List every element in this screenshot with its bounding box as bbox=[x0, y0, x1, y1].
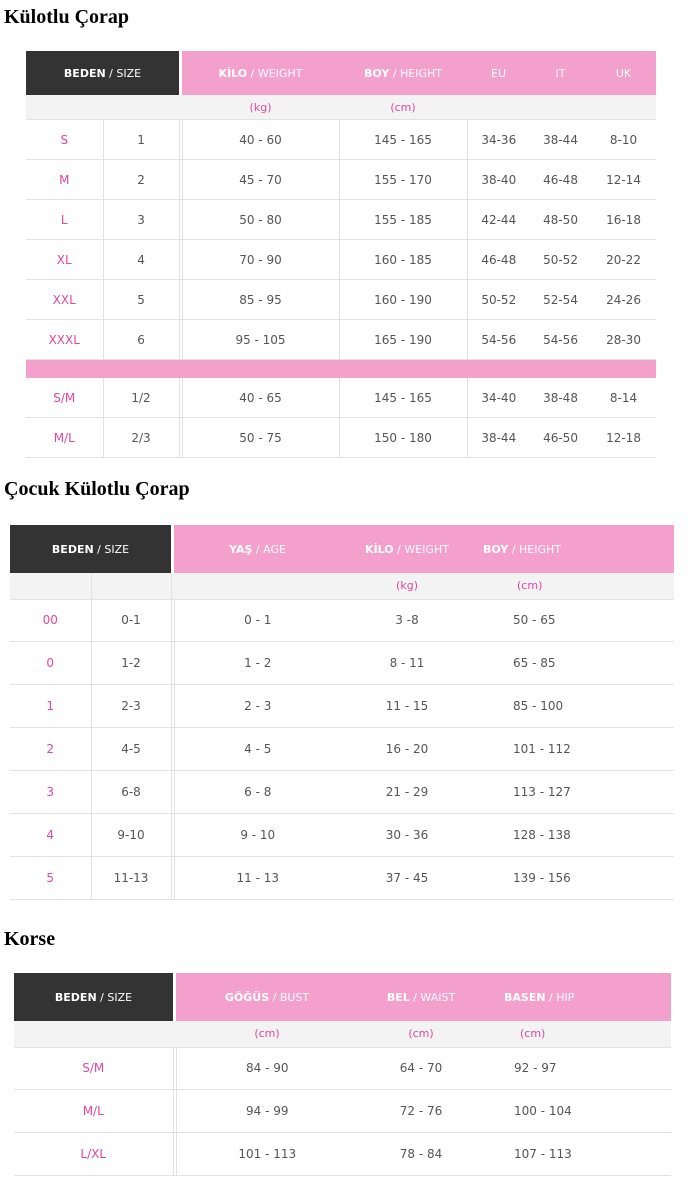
size-label: 0 bbox=[10, 641, 91, 684]
height-value: 160 - 190 bbox=[339, 280, 467, 320]
header-row bbox=[26, 51, 656, 95]
units-row bbox=[14, 1021, 671, 1047]
age-code: 0-1 bbox=[91, 599, 171, 641]
size-label: 3 bbox=[10, 770, 91, 813]
height-value: 155 - 170 bbox=[339, 160, 467, 200]
header-bust: GÖĞÜS / BUST bbox=[176, 973, 358, 1021]
size-label: S bbox=[26, 120, 103, 160]
unit-bust: (cm) bbox=[176, 1021, 358, 1047]
unit-hip: (cm) bbox=[484, 1021, 671, 1047]
header-weight: KİLO / WEIGHT bbox=[182, 51, 339, 95]
weight-value: 95 - 105 bbox=[182, 320, 339, 360]
weight-value: 30 - 36 bbox=[341, 813, 473, 856]
weight-value: 21 - 29 bbox=[341, 770, 473, 813]
weight-value: 11 - 15 bbox=[341, 684, 473, 727]
uk-value: 16-18 bbox=[591, 200, 656, 240]
age-value: 6 - 8 bbox=[174, 770, 341, 813]
table-row bbox=[10, 727, 674, 770]
age-code: 4-5 bbox=[91, 727, 171, 770]
table-row bbox=[26, 378, 656, 418]
weight-value: 40 - 60 bbox=[182, 120, 339, 160]
table-row bbox=[10, 813, 674, 856]
size-number: 1 bbox=[103, 120, 179, 160]
age-code: 9-10 bbox=[91, 813, 171, 856]
height-value: 155 - 185 bbox=[339, 200, 467, 240]
table-row bbox=[14, 1132, 671, 1175]
age-value: 0 - 1 bbox=[174, 599, 341, 641]
size-label: M bbox=[26, 160, 103, 200]
eu-value: 46-48 bbox=[467, 240, 530, 280]
table-row bbox=[10, 684, 674, 727]
table-row bbox=[10, 599, 674, 641]
header-weight: KİLO / WEIGHT bbox=[341, 525, 473, 573]
size-label: L bbox=[26, 200, 103, 240]
size-number: 4 bbox=[103, 240, 179, 280]
age-value: 11 - 13 bbox=[174, 856, 341, 899]
eu-value: 34-40 bbox=[467, 378, 530, 418]
table-row bbox=[10, 641, 674, 684]
size-number: 1/2 bbox=[103, 378, 179, 418]
size-label: S/M bbox=[14, 1047, 173, 1089]
size-label: S/M bbox=[26, 378, 103, 418]
uk-value: 28-30 bbox=[591, 320, 656, 360]
weight-value: 50 - 75 bbox=[182, 418, 339, 458]
header-height: BOY / HEIGHT bbox=[339, 51, 467, 95]
table-row bbox=[10, 770, 674, 813]
uk-value: 20-22 bbox=[591, 240, 656, 280]
unit-weight: (kg) bbox=[341, 573, 473, 599]
it-value: 38-44 bbox=[530, 120, 591, 160]
table-row bbox=[26, 160, 656, 200]
header-row bbox=[10, 525, 674, 573]
height-value: 150 - 180 bbox=[339, 418, 467, 458]
table-row bbox=[26, 320, 656, 360]
age-code: 6-8 bbox=[91, 770, 171, 813]
weight-value: 37 - 45 bbox=[341, 856, 473, 899]
age-code: 11-13 bbox=[91, 856, 171, 899]
header-height: BOY / HEIGHT bbox=[473, 525, 674, 573]
size-label: XXL bbox=[26, 280, 103, 320]
it-value: 46-48 bbox=[530, 160, 591, 200]
size-label: 2 bbox=[10, 727, 91, 770]
size-label: L/XL bbox=[14, 1132, 173, 1175]
header-waist: BEL / WAIST bbox=[358, 973, 484, 1021]
age-value: 1 - 2 bbox=[174, 641, 341, 684]
eu-value: 38-44 bbox=[467, 418, 530, 458]
size-number: 5 bbox=[103, 280, 179, 320]
age-code: 2-3 bbox=[91, 684, 171, 727]
hip-value: 92 - 97 bbox=[484, 1047, 671, 1089]
header-size: BEDEN / SIZE bbox=[26, 51, 179, 95]
size-label: M/L bbox=[14, 1089, 173, 1132]
age-code: 1-2 bbox=[91, 641, 171, 684]
header-size: BEDEN / SIZE bbox=[10, 525, 171, 573]
unit-waist: (cm) bbox=[358, 1021, 484, 1047]
waist-value: 72 - 76 bbox=[358, 1089, 484, 1132]
height-value: 160 - 185 bbox=[339, 240, 467, 280]
height-value: 145 - 165 bbox=[339, 120, 467, 160]
size-table-kids-tights bbox=[10, 525, 674, 900]
header-eu: EU bbox=[467, 51, 530, 95]
eu-value: 42-44 bbox=[467, 200, 530, 240]
uk-value: 24-26 bbox=[591, 280, 656, 320]
weight-value: 40 - 65 bbox=[182, 378, 339, 418]
size-label: 4 bbox=[10, 813, 91, 856]
unit-weight: (kg) bbox=[182, 95, 339, 120]
section-title-corset: Korse bbox=[4, 928, 56, 950]
weight-value: 16 - 20 bbox=[341, 727, 473, 770]
height-value: 113 - 127 bbox=[473, 770, 674, 813]
table-row bbox=[26, 120, 656, 160]
size-number: 2/3 bbox=[103, 418, 179, 458]
height-value: 145 - 165 bbox=[339, 378, 467, 418]
size-label: 5 bbox=[10, 856, 91, 899]
bust-value: 94 - 99 bbox=[176, 1089, 358, 1132]
size-table-corset bbox=[14, 973, 671, 1176]
section-title-tights: Külotlu Çorap bbox=[4, 6, 130, 28]
table-row bbox=[14, 1089, 671, 1132]
height-value: 128 - 138 bbox=[473, 813, 674, 856]
header-hip: BASEN / HIP bbox=[484, 973, 671, 1021]
table-row bbox=[26, 280, 656, 320]
header-it: IT bbox=[530, 51, 591, 95]
it-value: 52-54 bbox=[530, 280, 591, 320]
units-row bbox=[26, 95, 656, 120]
pink-divider-row bbox=[26, 360, 656, 379]
weight-value: 45 - 70 bbox=[182, 160, 339, 200]
age-value: 9 - 10 bbox=[174, 813, 341, 856]
size-label: XL bbox=[26, 240, 103, 280]
height-value: 50 - 65 bbox=[473, 599, 674, 641]
waist-value: 78 - 84 bbox=[358, 1132, 484, 1175]
header-age: YAŞ / AGE bbox=[174, 525, 341, 573]
it-value: 46-50 bbox=[530, 418, 591, 458]
size-label: 1 bbox=[10, 684, 91, 727]
header-size: BEDEN / SIZE bbox=[14, 973, 173, 1021]
header-uk: UK bbox=[591, 51, 656, 95]
weight-value: 70 - 90 bbox=[182, 240, 339, 280]
bust-value: 84 - 90 bbox=[176, 1047, 358, 1089]
units-row bbox=[10, 573, 674, 599]
it-value: 48-50 bbox=[530, 200, 591, 240]
it-value: 54-56 bbox=[530, 320, 591, 360]
size-label: M/L bbox=[26, 418, 103, 458]
eu-value: 34-36 bbox=[467, 120, 530, 160]
uk-value: 12-14 bbox=[591, 160, 656, 200]
it-value: 50-52 bbox=[530, 240, 591, 280]
hip-value: 107 - 113 bbox=[484, 1132, 671, 1175]
height-value: 165 - 190 bbox=[339, 320, 467, 360]
eu-value: 50-52 bbox=[467, 280, 530, 320]
section-title-kids-tights: Çocuk Külotlu Çorap bbox=[4, 478, 190, 500]
weight-value: 85 - 95 bbox=[182, 280, 339, 320]
size-label: XXXL bbox=[26, 320, 103, 360]
age-value: 4 - 5 bbox=[174, 727, 341, 770]
eu-value: 38-40 bbox=[467, 160, 530, 200]
weight-value: 3 -8 bbox=[341, 599, 473, 641]
size-label: 00 bbox=[10, 599, 91, 641]
waist-value: 64 - 70 bbox=[358, 1047, 484, 1089]
bust-value: 101 - 113 bbox=[176, 1132, 358, 1175]
height-value: 139 - 156 bbox=[473, 856, 674, 899]
hip-value: 100 - 104 bbox=[484, 1089, 671, 1132]
size-number: 3 bbox=[103, 200, 179, 240]
height-value: 85 - 100 bbox=[473, 684, 674, 727]
age-value: 2 - 3 bbox=[174, 684, 341, 727]
uk-value: 8-10 bbox=[591, 120, 656, 160]
weight-value: 50 - 80 bbox=[182, 200, 339, 240]
eu-value: 54-56 bbox=[467, 320, 530, 360]
unit-height: (cm) bbox=[339, 95, 467, 120]
unit-height: (cm) bbox=[473, 573, 674, 599]
size-number: 6 bbox=[103, 320, 179, 360]
table-row bbox=[14, 1047, 671, 1089]
uk-value: 12-18 bbox=[591, 418, 656, 458]
header-row bbox=[14, 973, 671, 1021]
weight-value: 8 - 11 bbox=[341, 641, 473, 684]
table-row bbox=[26, 240, 656, 280]
it-value: 38-48 bbox=[530, 378, 591, 418]
table-row bbox=[10, 856, 674, 899]
table-row bbox=[26, 418, 656, 458]
size-table-tights bbox=[26, 51, 656, 458]
height-value: 101 - 112 bbox=[473, 727, 674, 770]
height-value: 65 - 85 bbox=[473, 641, 674, 684]
table-row bbox=[26, 200, 656, 240]
size-number: 2 bbox=[103, 160, 179, 200]
uk-value: 8-14 bbox=[591, 378, 656, 418]
